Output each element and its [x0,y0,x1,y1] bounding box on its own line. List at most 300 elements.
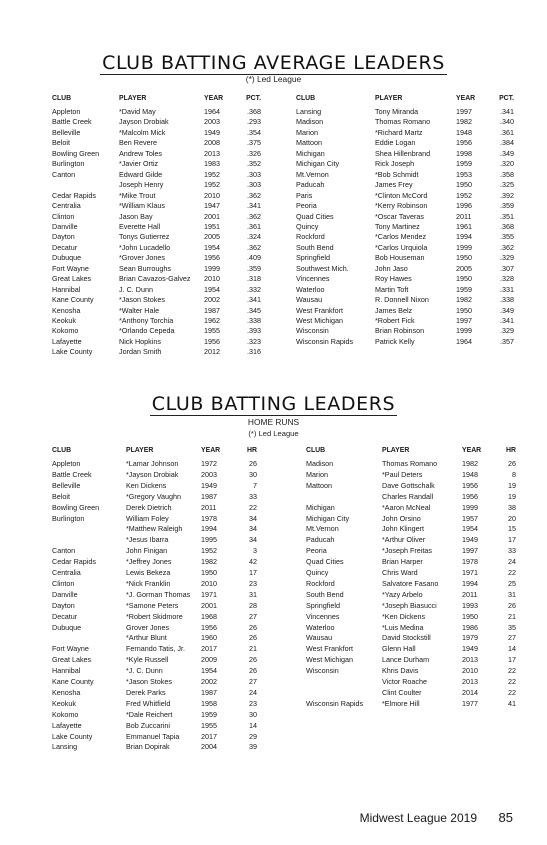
cell-player: *Walter Hale [119,305,160,315]
cell-val: .325 [500,180,514,190]
cell-val: .349 [500,305,514,315]
cell-year: 2013 [204,148,220,158]
cell-year: 1954 [204,242,220,252]
cell-year: 1948 [462,469,478,479]
table-row [0,138,547,148]
cell-val: 34 [249,535,257,545]
cell-year: 2012 [204,347,220,357]
cell-val: .361 [247,221,261,231]
cell-club: Burlington [52,159,85,169]
cell-val: 31 [249,589,257,599]
cell-club: Waterloo [306,622,335,632]
cell-year: 2010 [201,578,217,588]
cell-year: 1997 [456,316,472,325]
table-row [0,655,547,665]
cell-player: *Robert Fick [375,316,415,325]
cell-year: 1950 [201,568,217,577]
cell-year: 2013 [462,677,478,686]
table-row [0,222,547,232]
cell-val: 22 [508,666,516,676]
cell-val: .328 [500,274,514,284]
cell-player: David Stockstill [382,633,431,643]
table-row [0,710,547,720]
table-row [0,633,547,643]
cell-year: 1971 [201,589,217,599]
cell-club: Beloit [52,138,70,148]
cell-year: 2011 [201,502,217,512]
cell-club: Lansing [296,107,322,116]
cell-club: Battle Creek [52,117,92,127]
cell-club: Wisconsin Rapids [306,698,364,708]
cell-player: Edward Gilde [119,169,163,179]
cell-player: *Malcolm Mick [119,127,166,137]
cell-player: *Samone Peters [126,600,179,610]
cell-player: Brian Robinson [375,326,425,336]
header-club: CLUB [296,95,316,102]
cell-club: Quad Cities [296,211,334,221]
cell-year: 1999 [456,326,472,336]
cell-val: 24 [249,687,257,697]
cell-player: Derek Parks [126,687,166,697]
cell-club: Great Lakes [52,655,92,665]
cell-year: 1949 [204,127,220,137]
cell-club: Dubuque [52,622,82,632]
cell-player: *Carlos Mendez [375,232,427,242]
cell-player: Grover Jones [126,622,170,632]
table-row [0,535,547,545]
cell-year: 1977 [462,698,478,708]
cell-year: 1954 [462,524,478,534]
cell-player: Bob Houseman [375,253,425,263]
cell-year: 2005 [204,232,220,242]
cell-val: 15 [508,524,516,534]
cell-club: Centralia [52,201,81,211]
cell-club: Mattoon [296,138,322,148]
cell-val: 7 [253,480,257,490]
cell-val: .384 [500,138,514,148]
cell-val: .362 [247,242,261,252]
cell-club: Springfield [296,253,330,263]
cell-val: .362 [500,242,514,252]
cell-year: 1952 [204,180,220,190]
cell-club: Michigan City [306,513,350,523]
cell-player: Dave Gottschalk [382,480,435,490]
cell-club: Rockford [306,578,335,588]
cell-val: .351 [500,211,514,221]
cell-val: .345 [247,305,261,315]
cell-club: Paducah [306,535,335,545]
cell-club: Belleville [52,127,81,137]
cell-year: 1948 [456,127,472,137]
cell-club: Marion [306,469,328,479]
cell-club: West Frankfort [296,305,343,315]
table-row [0,201,547,211]
cell-year: 1998 [456,148,472,158]
cell-club: Marion [296,127,318,137]
cell-val: 14 [508,644,516,654]
cell-val: 22 [249,502,257,512]
cell-club: Clinton [52,211,75,221]
cell-val: .326 [247,148,261,158]
cell-year: 1947 [204,201,220,211]
cell-club: Canton [52,169,76,179]
table-row [0,232,547,242]
cell-val: 27 [249,677,257,686]
cell-player: *Oscar Taveras [375,211,424,221]
cell-club: Wisconsin Rapids [296,336,354,346]
cell-year: 1986 [462,622,478,632]
cell-val: 23 [249,698,257,708]
cell-player: Tony Miranda [375,107,419,116]
cell-player: John Finigan [126,546,168,556]
cell-val: 17 [508,535,516,545]
cell-year: 1952 [201,546,217,556]
cell-year: 2010 [204,274,220,284]
cell-val: .352 [247,159,261,169]
cell-player: Jordan Smith [119,347,162,357]
cell-club: Dayton [52,232,75,242]
cell-player: *Elmore Hill [382,698,420,708]
table-row [0,612,547,622]
cell-val: 30 [249,469,257,479]
cell-player: *Orlando Cepeda [119,326,175,336]
cell-val: 33 [249,491,257,501]
cell-club: West Frankfort [306,644,353,654]
cell-player: *William Klaus [119,201,165,211]
cell-val: 27 [249,611,257,621]
cell-player: Joseph Henry [119,180,164,190]
cell-year: 1982 [462,459,478,468]
cell-player: *Carlos Urquiola [375,242,428,252]
cell-player: Shea Hillenbrand [375,148,431,158]
cell-year: 1955 [201,720,217,730]
cell-year: 2010 [462,666,478,676]
table-row [0,306,547,316]
cell-year: 1964 [456,336,472,346]
table-row [0,316,547,326]
cell-club: Paris [296,190,313,200]
cell-player: Fred Whitfield [126,698,171,708]
cell-year: 1997 [462,546,478,556]
cell-player: Lewis Bekeza [126,568,171,577]
cell-club: Lake County [52,731,93,741]
cell-val: 22 [508,687,516,697]
cell-val: 25 [508,578,516,588]
cell-player: *Kerry Robinson [375,201,428,211]
cell-year: 1997 [456,107,472,116]
cell-player: Brian Cavazos-Galvez [119,274,191,284]
cell-player: *Joseph Freitas [382,546,432,556]
cell-club: Wisconsin [296,326,329,336]
cell-player: *Jason Stokes [126,677,172,686]
cell-val: .362 [247,190,261,200]
cell-player: Andrew Toles [119,148,163,158]
cell-val: 20 [508,513,516,523]
header-val: HR [506,447,516,454]
cell-player: *J. C. Dunn [126,666,163,676]
cell-year: 2013 [462,655,478,665]
cell-val: .331 [500,284,514,294]
table-row [0,264,547,274]
cell-year: 2004 [201,742,217,752]
cell-club: West Michigan [306,655,354,665]
cell-year: 1971 [462,568,478,577]
cell-val: 17 [249,568,257,577]
cell-year: 1982 [456,117,472,127]
cell-val: 26 [249,633,257,643]
cell-player: Victor Roache [382,677,428,686]
cell-player: *J. Gorman Thomas [126,589,191,599]
batting-average-note: (*) Led League [245,74,302,84]
cell-player: John Orsino [382,513,421,523]
cell-club: Vincennes [296,274,330,284]
table-row [0,212,547,222]
cell-club: Southwest Mich. [296,263,349,273]
cell-player: Brian Dopirak [126,742,170,752]
cell-val: .341 [500,107,514,116]
cell-player: *Anthony Torchia [119,316,174,325]
cell-player: James Belz [375,305,413,315]
table-header-right [0,446,547,456]
cell-year: 1956 [204,336,220,346]
cell-club: Hannibal [52,284,81,294]
cell-player: Lance Durham [382,655,430,665]
cell-val: .393 [247,326,261,336]
cell-player: William Foley [126,513,169,523]
table-header-right [0,94,547,104]
cell-club: Battle Creek [52,469,92,479]
cell-val: .332 [247,284,261,294]
cell-player: Charles Randall [382,491,434,501]
cell-val: .361 [500,127,514,137]
cell-player: *Arthur Oliver [382,535,426,545]
cell-val: 33 [508,546,516,556]
table-row [0,579,547,589]
cell-val: .338 [247,316,261,325]
table-row [0,459,547,469]
cell-player: R. Donnell Nixon [375,295,429,305]
cell-player: Rick Joseph [375,159,415,169]
cell-val: .359 [500,201,514,211]
cell-year: 1994 [462,578,478,588]
cell-player: *Gregory Vaughn [126,491,182,501]
cell-year: 1982 [456,295,472,305]
table-row [0,546,547,556]
cell-val: .368 [500,221,514,231]
cell-val: 26 [249,655,257,665]
cell-year: 1996 [456,201,472,211]
cell-val: 28 [249,600,257,610]
cell-player: Jayson Drobiak [119,117,169,127]
cell-val: .341 [247,201,261,211]
header-player: PLAYER [126,447,154,454]
cell-club: Vincennes [306,611,340,621]
cell-player: Khris Davis [382,666,419,676]
table-row [0,623,547,633]
cell-year: 1995 [201,535,217,545]
cell-year: 1994 [201,524,217,534]
cell-year: 1987 [204,305,220,315]
cell-club: Cedar Rapids [52,557,96,567]
batting-average-title: CLUB BATTING AVERAGE LEADERS [102,52,445,74]
cell-year: 2011 [456,211,472,221]
cell-player: Chris Ward [382,568,418,577]
cell-club: Danville [52,589,78,599]
cell-year: 1954 [201,666,217,676]
cell-year: 1999 [456,242,472,252]
cell-year: 2003 [201,469,217,479]
cell-player: Ken Dickens [126,480,167,490]
cell-club: Madison [306,459,334,468]
cell-year: 2014 [462,687,478,697]
cell-player: *Bob Schmidt [375,169,419,179]
cell-club: Quincy [296,221,319,231]
cell-player: James Frey [375,180,413,190]
cell-player: Jason Bay [119,211,153,221]
cell-year: 1949 [462,535,478,545]
cell-player: *Jesus Ibarra [126,535,169,545]
table-row [0,601,547,611]
cell-club: Fort Wayne [52,644,89,654]
table-row [0,688,547,698]
cell-year: 1956 [462,480,478,490]
cell-club: Kane County [52,677,94,686]
cell-val: .316 [247,347,261,357]
cell-year: 2002 [204,295,220,305]
cell-val: 39 [249,742,257,752]
cell-year: 1982 [201,557,217,567]
cell-player: *John Lucadello [119,242,171,252]
cell-club: Lake County [52,347,93,357]
cell-club: Kokomo [52,709,79,719]
cell-val: 29 [249,731,257,741]
cell-year: 1987 [201,687,217,697]
cell-year: 1954 [204,284,220,294]
cell-club: Danville [52,221,78,231]
cell-year: 1959 [456,159,472,169]
cell-player: Tony Martinez [375,221,420,231]
cell-val: .340 [500,117,514,127]
cell-club: Mt.Vernon [296,169,329,179]
cell-club: Keokuk [52,316,76,325]
cell-player: Bob Zuccarini [126,720,170,730]
cell-player: *Yazy Arbelo [382,589,423,599]
header-val: HR [247,447,257,454]
cell-val: .323 [247,336,261,346]
cell-club: Beloit [52,491,70,501]
cell-club: Wausau [296,295,323,305]
cell-player: John Klingert [382,524,424,534]
cell-val: .349 [500,148,514,158]
cell-club: Appleton [52,107,81,116]
cell-club: Paducah [296,180,325,190]
cell-club: Decatur [52,242,78,252]
cell-year: 1959 [201,709,217,719]
table-row [0,285,547,295]
table-row [0,326,547,336]
header-year: YEAR [462,447,482,454]
cell-year: 1959 [456,284,472,294]
cell-player: Martin Toft [375,284,409,294]
cell-club: Wisconsin [306,666,339,676]
cell-year: 1987 [201,491,217,501]
cell-val: 17 [508,655,516,665]
table-row [0,117,547,127]
cell-player: Nick Hopkins [119,336,161,346]
cell-year: 2017 [201,644,217,654]
cell-val: .362 [247,211,261,221]
cell-player: Glenn Hall [382,644,416,654]
cell-val: .303 [247,169,261,179]
header-player: PLAYER [119,95,147,102]
cell-club: Waterloo [296,284,325,294]
cell-val: 24 [508,557,516,567]
cell-year: 1953 [456,169,472,179]
cell-year: 1951 [204,221,220,231]
cell-val: .355 [500,232,514,242]
cell-year: 1999 [204,263,220,273]
cell-player: J. C. Dunn [119,284,153,294]
cell-val: .358 [500,169,514,179]
cell-year: 1978 [201,513,217,523]
cell-val: .392 [500,190,514,200]
cell-year: 1949 [201,480,217,490]
cell-player: *Kyle Russell [126,655,169,665]
cell-player: *Jason Stokes [119,295,165,305]
table-row [0,524,547,534]
table-row [0,107,547,117]
cell-year: 2008 [204,138,220,148]
cell-val: 42 [249,557,257,567]
cell-year: 2005 [456,263,472,273]
cell-val: .368 [247,107,261,116]
cell-val: .324 [247,232,261,242]
header-val: PCT. [246,95,261,102]
table-row [0,149,547,159]
cell-club: Michigan City [296,159,340,169]
cell-val: 26 [249,459,257,468]
cell-player: Emmanuel Tapia [126,731,180,741]
cell-val: .293 [247,117,261,127]
header-val: PCT. [499,95,514,102]
table-row [0,568,547,578]
cell-val: .357 [500,336,514,346]
header-club: CLUB [52,95,72,102]
cell-val: .303 [247,180,261,190]
cell-player: *Grover Jones [119,253,165,263]
table-row [0,557,547,567]
table-row [0,170,547,180]
cell-club: South Bend [306,589,344,599]
cell-year: 1960 [201,633,217,643]
table-row [0,470,547,480]
cell-year: 2009 [201,655,217,665]
cell-year: 1958 [201,698,217,708]
cell-val: .338 [500,295,514,305]
cell-player: Fernando Tatis, Jr. [126,644,185,654]
cell-player: Sean Burroughs [119,263,171,273]
cell-val: 21 [508,611,516,621]
cell-player: *Paul Deters [382,469,423,479]
cell-club: Burlington [52,513,85,523]
cell-year: 1950 [462,611,478,621]
cell-year: 2010 [204,190,220,200]
cell-club: Bowling Green [52,148,100,158]
table-row [0,243,547,253]
cell-player: *David May [119,107,156,116]
cell-year: 1957 [462,513,478,523]
cell-year: 1956 [456,138,472,148]
